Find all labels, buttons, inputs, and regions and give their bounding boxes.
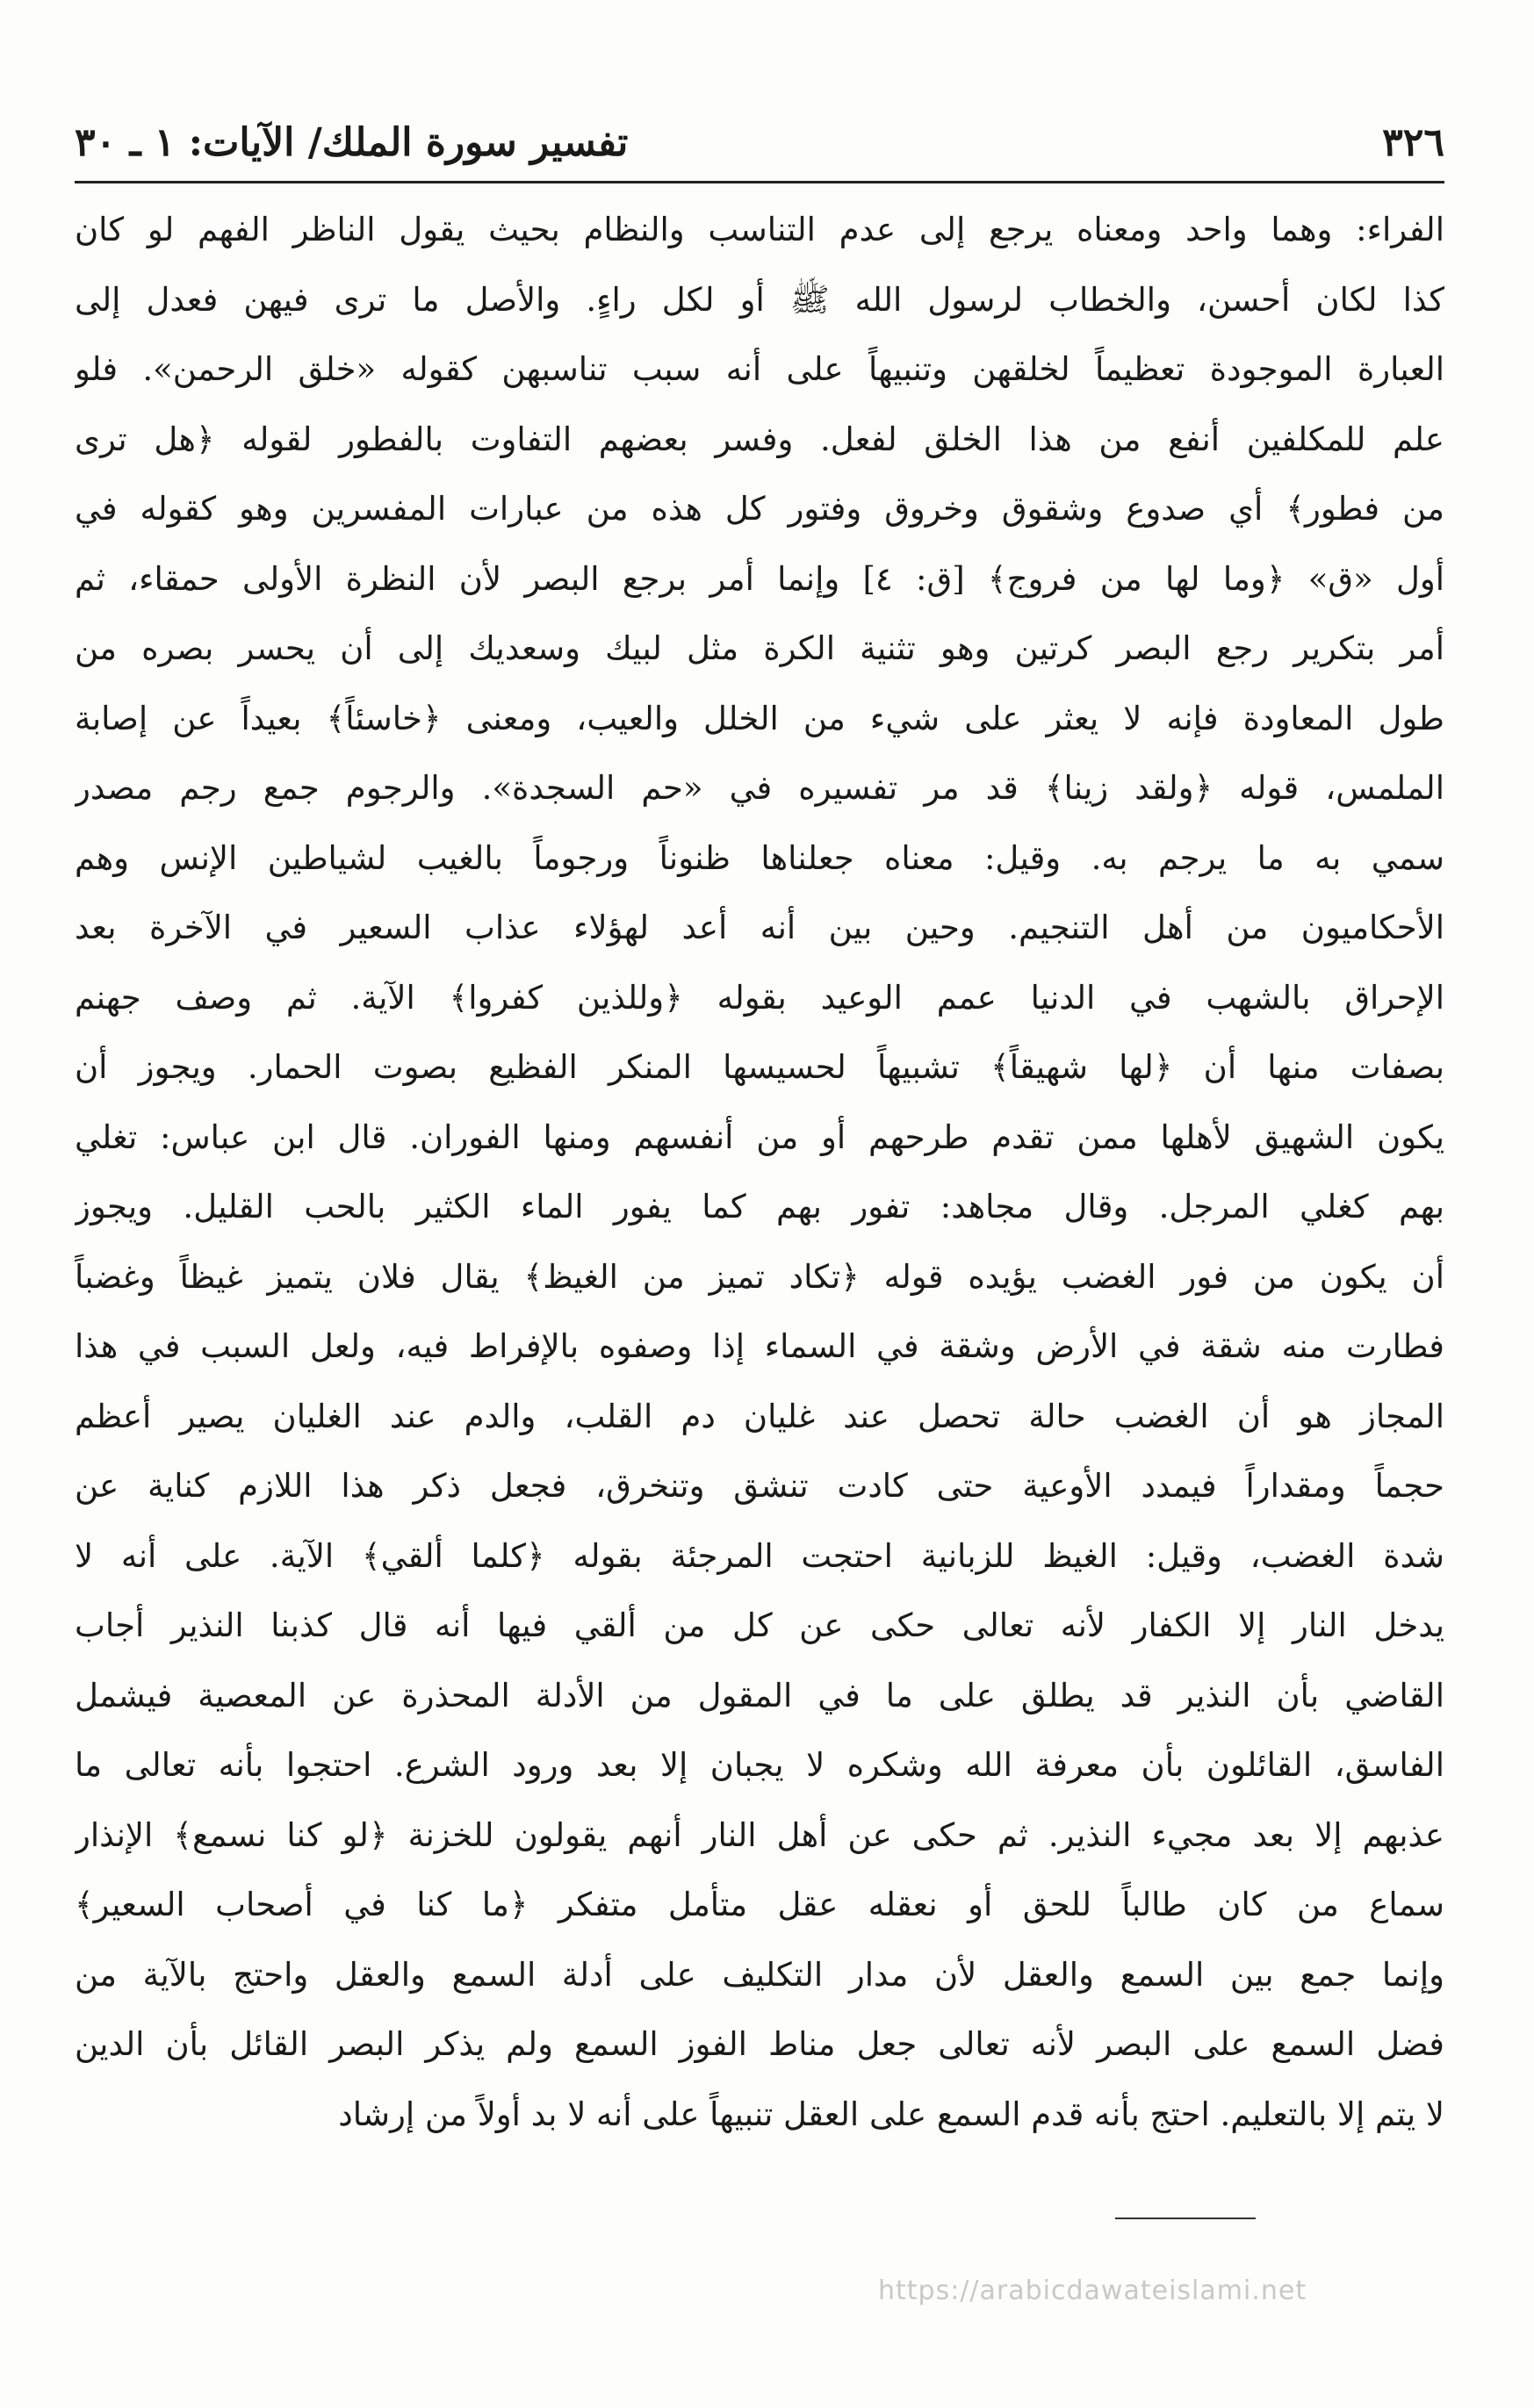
text-line: أن يكون من فور الغضب يؤيده قوله ﴿تكاد تميز من الغيظ﴾ يقال فلان يتميز غيظاً وغضباً [75, 1257, 1444, 1296]
body-text [75, 195, 1444, 2149]
text-line: فضل السمع على البصر لأنه تعالى جعل مناط الفوز السمع ولم يذكر البصر القائل بأن الدين [75, 2025, 1444, 2063]
text-line: بصفات منها أن ﴿لها شهيقاً﴾ تشبيهاً لحسيسها المنكر الفظيع بصوت الحمار. ويجوز أن [75, 1048, 1444, 1086]
running-title: تفسير سورة الملك/ الآيات: ١ ـ ٣٠ [75, 120, 629, 165]
text-line: بهم كغلي المرجل. وقال مجاهد: تفور بهم كما يفور الماء الكثير بالحب القليل. ويجوز [75, 1188, 1444, 1226]
text-line: وإنما جمع بين السمع والعقل لأن مدار التكليف على أدلة السمع والعقل واحتج بالآية من [75, 1955, 1444, 1994]
text-line: يدخل النار إلا الكفار لأنه تعالى حكى عن كل من ألقي فيها أنه قال كذبنا النذير أجاب [75, 1607, 1444, 1644]
text-line: المجاز هو أن الغضب حالة تحصل عند غليان دم القلب، والدم عند الغليان يصير أعظم [75, 1397, 1444, 1435]
footnote-divider [1115, 2218, 1256, 2219]
text-line: حجماً ومقداراً فيمدد الأوعية حتى كادت تنشق وتنخرق، فجعل ذكر هذا اللازم كناية عن [75, 1467, 1444, 1505]
text-line: الإحراق بالشهب في الدنيا عمم الوعيد بقوله ﴿وللذين كفروا﴾ الآية. ثم وصف جهنم [75, 978, 1444, 1017]
text-line: أمر بتكرير رجع البصر كرتين وهو تثنية الكرة مثل لبيك وسعديك إلى أن يحسر بصره من [75, 629, 1444, 667]
text-line: الفاسق، القائلون بأن معرفة الله وشكره لا يجبان إلا بعد ورود الشرع. احتجوا بأنه تعالى ما [75, 1746, 1444, 1784]
page-header [75, 112, 1444, 174]
text-line: الأحكاميون من أهل التنجيم. وحين بين أنه أعد لهؤلاء عذاب السعير في الآخرة بعد [75, 909, 1444, 946]
text-line: العبارة الموجودة تعظيماً لخلقهن وتنبيهاً على أنه سبب تناسبهن كقوله «خلق الرحمن». فلو [75, 350, 1444, 388]
text-line: من فطور﴾ أي صدوع وشقوق وخروق وفتور كل هذه من عبارات المفسرين وهو كقوله في [75, 490, 1444, 528]
text-line: الفراء: وهما واحد ومعناه يرجع إلى عدم التناسب والنظام بحيث يقول الناظر الفهم لو كان [75, 211, 1444, 248]
text-line: فطارت منه شقة في الأرض وشقة في السماء إذا وصفوه بالإفراط فيه، ولعل السبب في هذا [75, 1327, 1444, 1365]
text-line: الملمس، قوله ﴿ولقد زينا﴾ قد مر تفسيره في «حم السجدة». والرجوم جمع رجم مصدر [75, 769, 1444, 807]
text-line: يكون الشهيق لأهلها ممن تقدم طرحهم أو من أنفسهم ومنها الفوران. قال ابن عباس: تغلي [75, 1118, 1444, 1156]
text-line: سماع من كان طالباً للحق أو نعقله عقل متأمل متفكر ﴿ما كنا في أصحاب السعير﴾ [75, 1886, 1444, 1923]
text-line: علم للمكلفين أنفع من هذا الخلق لفعل. وفسر بعضهم التفاوت بالفطور لقوله ﴿هل ترى [75, 420, 1444, 458]
text-line: طول المعاودة فإنه لا يعثر على شيء من الخلل والعيب، ومعنى ﴿خاسئاً﴾ بعيداً عن إصابة [75, 699, 1444, 737]
page-number: ٣٢٦ [1382, 120, 1444, 165]
watermark-url: https://arabicdawateislami.net [878, 2275, 1307, 2306]
header-divider [75, 181, 1444, 183]
text-line: شدة الغضب، وقيل: الغيظ للزبانية احتجت المرجئة بقوله ﴿كلما ألقي﴾ الآية. على أنه لا [75, 1536, 1444, 1575]
text-line: سمي به ما يرجم به. وقيل: معناه جعلناها ظنوناً ورجوماً بالغيب لشياطين الإنس وهم [75, 838, 1444, 877]
text-line: القاضي بأن النذير قد يطلق على ما في المقول من الأدلة المحذرة عن المعصية فيشمل [75, 1676, 1444, 1714]
text-line: كذا لكان أحسن، والخطاب لرسول الله ﷺ أو لكل راءٍ. والأصل ما ترى فيهن فعدل إلى [75, 280, 1444, 319]
text-line: أول «ق» ﴿وما لها من فروج﴾ [ق: ٤] وإنما أمر برجع البصر لأن النظرة الأولى حمقاء، ثم [75, 559, 1444, 598]
text-line: عذبهم إلا بعد مجيء النذير. ثم حكى عن أهل النار أنهم يقولون للخزنة ﴿لو كنا نسمع﴾ الإنذار [75, 1815, 1444, 1854]
text-line: لا يتم إلا بالتعليم. احتج بأنه قدم السمع على العقل تنبيهاً على أنه لا بد أولاً من إرشاد [338, 2095, 1444, 2133]
